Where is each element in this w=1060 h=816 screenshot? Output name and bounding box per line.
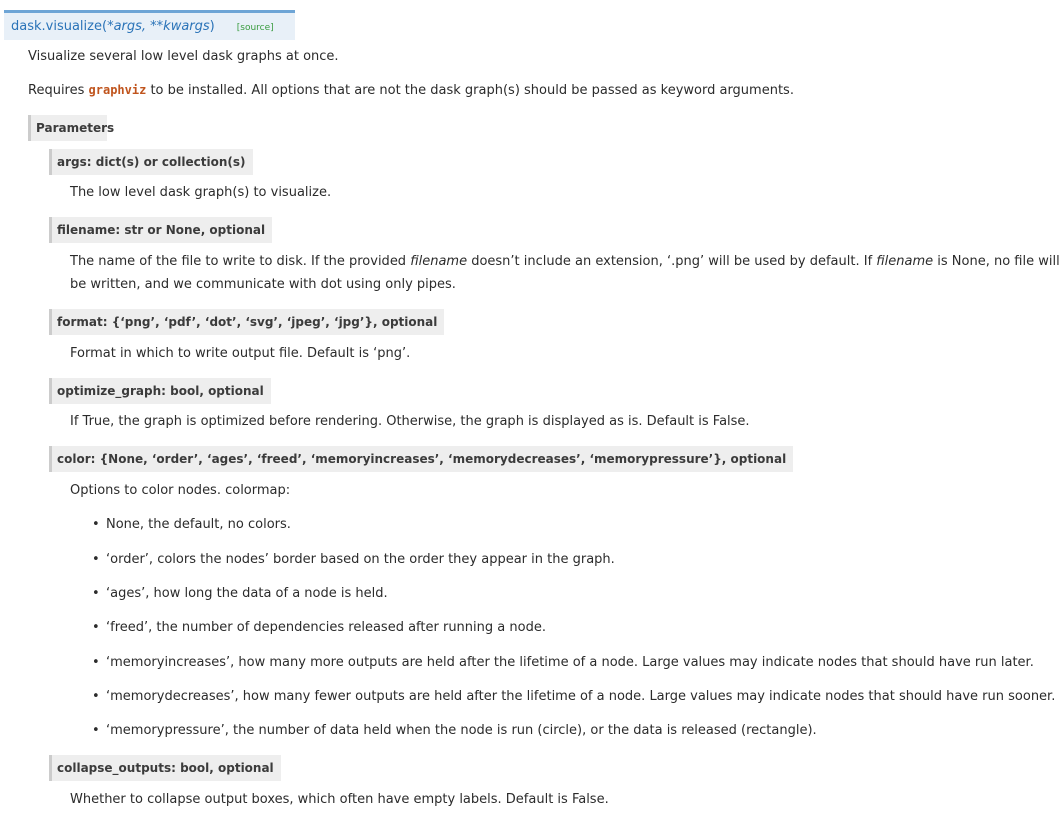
filename-emph: filename [410, 254, 468, 269]
list-item: • ‘ages’, how long the data of a node is held. [92, 586, 388, 601]
signature-close: ) [209, 19, 215, 34]
param-filename-head: filename: str or None, optional [49, 217, 272, 243]
list-item-text: None, the default, no colors. [106, 517, 291, 532]
list-item: • ‘order’, colors the nodes’ border based on the order they appear in the graph. [92, 552, 615, 567]
param-optimize-graph-desc: If True, the graph is optimized before rendering. Otherwise, the graph is displayed as is. Default is False. [70, 414, 750, 429]
param-format-head: format: {‘png’, ‘pdf’, ‘dot’, ‘svg’, ‘jpeg’, ‘jpg’}, optional [49, 309, 444, 335]
source-link[interactable]: [source] [236, 22, 274, 33]
list-item: • ‘freed’, the number of dependencies released after running a node. [92, 620, 546, 635]
param-args-desc: The low level dask graph(s) to visualize. [70, 185, 332, 200]
param-collapse-outputs-head: collapse_outputs: bool, optional [49, 755, 281, 781]
summary-text: Visualize several low level dask graphs at once. [28, 49, 339, 64]
list-item: • None, the default, no colors. [92, 517, 291, 532]
filename-desc-part: The name of the file to write to disk. If the provided [70, 254, 411, 269]
list-item-text: ‘order’, colors the nodes’ border based on the order they appear in the graph. [106, 552, 615, 567]
requires-before: Requires [28, 83, 89, 98]
list-item-text: ‘memorypressure’, the number of data held when the node is run (circle), or the data is released (rectangle). [106, 723, 817, 738]
param-args-head: args: dict(s) or collection(s) [49, 149, 253, 175]
function-signature [4, 10, 295, 40]
list-item-text: ‘ages’, how long the data of a node is held. [106, 586, 388, 601]
filename-desc-part: is None, no file will [933, 254, 1060, 269]
signature-params: *args, **kwargs [107, 19, 210, 34]
parameters-label: Parameters [28, 115, 107, 141]
param-filename-desc-line2: be written, and we communicate with dot using only pipes. [70, 277, 456, 292]
param-optimize-graph-head: optimize_graph: bool, optional [49, 378, 271, 404]
list-item-text: ‘freed’, the number of dependencies released after running a node. [106, 620, 546, 635]
param-color-head: color: {None, ‘order’, ‘ages’, ‘freed’, ‘memoryincreases’, ‘memorydecreases’, ‘memorypressure’}, optional [49, 446, 793, 472]
filename-emph: filename [876, 254, 934, 269]
graphviz-code: graphviz [88, 83, 147, 97]
param-filename-desc-line1 [70, 254, 1060, 269]
filename-desc-part: doesn’t include an extension, ‘.png’ will be used by default. If [467, 254, 877, 269]
signature-name: dask.visualize( [11, 19, 108, 34]
list-item-text: ‘memoryincreases’, how many more outputs are held after the lifetime of a node. Large values may indicate nodes that should have run later. [106, 655, 1034, 670]
requires-text [28, 83, 794, 98]
list-item: • ‘memorypressure’, the number of data held when the node is run (circle), or the data is released (rectangle). [92, 723, 817, 738]
param-collapse-outputs-desc: Whether to collapse output boxes, which often have empty labels. Default is False. [70, 792, 609, 807]
param-format-desc: Format in which to write output file. Default is ‘png’. [70, 346, 411, 361]
list-item-text: ‘memorydecreases’, how many fewer outputs are held after the lifetime of a node. Large values may indicate nodes that should have run sooner. [106, 689, 1056, 704]
param-color-desc: Options to color nodes. colormap: [70, 483, 291, 498]
requires-after: to be installed. All options that are not the dask graph(s) should be passed as keyword arguments. [146, 83, 794, 98]
list-item: • ‘memoryincreases’, how many more outputs are held after the lifetime of a node. Large values may indicate nodes that should have run later. [92, 655, 1034, 670]
list-item: • ‘memorydecreases’, how many fewer outputs are held after the lifetime of a node. Large values may indicate nodes that should have run sooner. [92, 689, 1056, 704]
